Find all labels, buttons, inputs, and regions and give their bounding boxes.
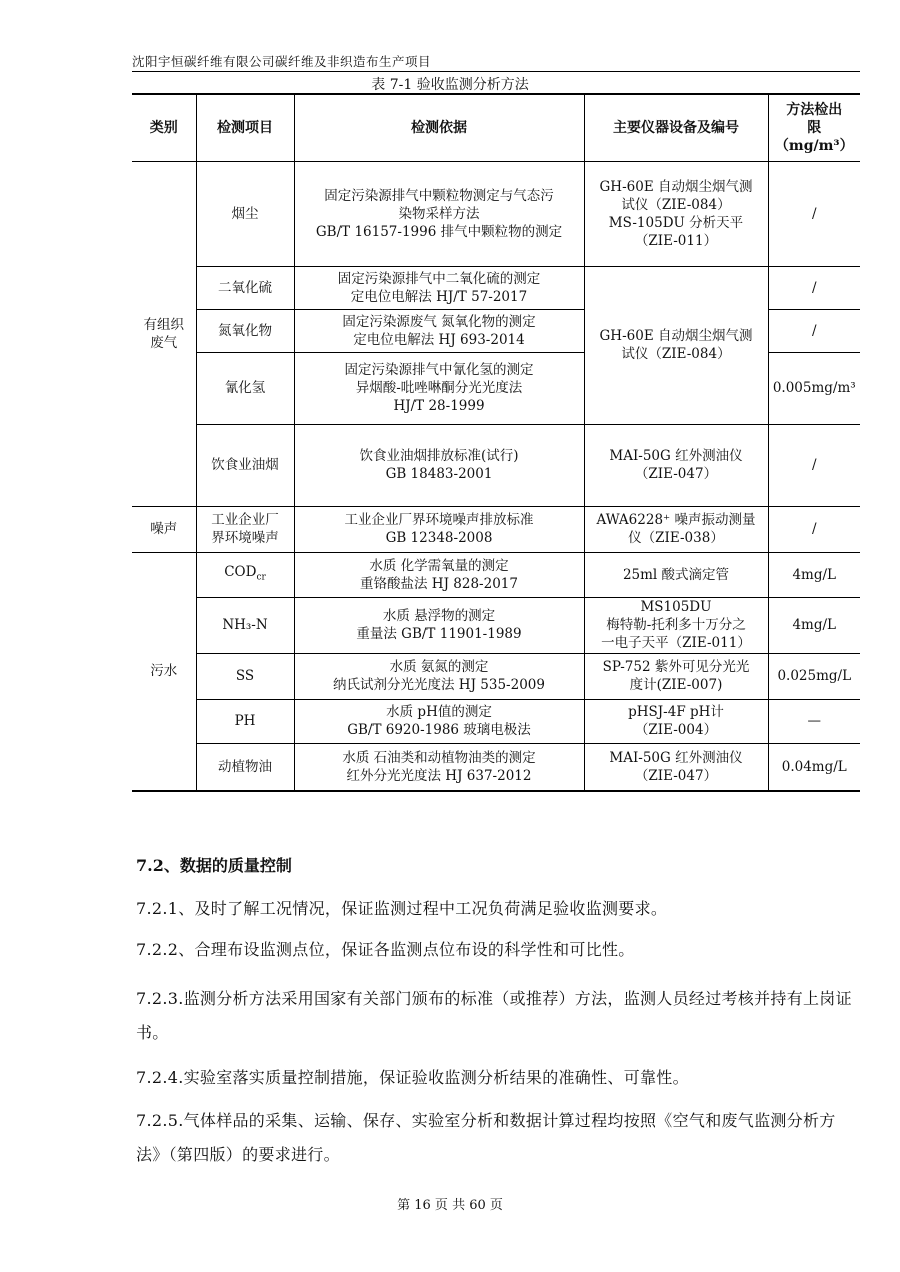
item-cell: 二氧化硫 xyxy=(196,266,294,309)
limit-cell: 0.005mg/m³ xyxy=(768,352,860,424)
basis-cell: 固定污染源排气中氰化氢的测定 异烟酸-吡唑啉酮分光光度法 HJ/T 28-1999 xyxy=(294,352,584,424)
basis-cell: 水质 pH值的测定 GB/T 6920-1986 玻璃电极法 xyxy=(294,699,584,743)
item-cell: 动植物油 xyxy=(196,743,294,791)
table-header-row xyxy=(132,94,860,161)
paragraph: 7.2.1、及时了解工况情况，保证监测过程中工况负荷满足验收监测要求。 xyxy=(136,899,668,918)
limit-cell: / xyxy=(768,424,860,506)
basis-cell: 固定污染源排气中颗粒物测定与气态污 染物采样方法 GB/T 16157-1996 排气中颗粒物的测定 xyxy=(294,161,584,266)
instrument-cell: MAI-50G 红外测油仪 （ZIE-047） xyxy=(584,424,768,506)
item-cell: 氮氧化物 xyxy=(196,309,294,352)
limit-cell: / xyxy=(768,161,860,266)
section-title: 7.2、数据的质量控制 xyxy=(136,856,292,875)
limit-cell: 4mg/L xyxy=(768,597,860,653)
paragraph: 7.2.4.实验室落实质量控制措施，保证验收监测分析结果的准确性、可靠性。 xyxy=(136,1068,689,1087)
limit-cell: / xyxy=(768,266,860,309)
basis-cell: 固定污染源排气中二氧化硫的测定 定电位电解法 HJ/T 57-2017 xyxy=(294,266,584,309)
method-table xyxy=(132,93,860,792)
limit-cell: 0.025mg/L xyxy=(768,653,860,699)
basis-cell: 水质 化学需氧量的测定 重铬酸盐法 HJ 828-2017 xyxy=(294,552,584,597)
instrument-cell: GH-60E 自动烟尘烟气测 试仪（ZIE-084） xyxy=(584,266,768,424)
item-cell: PH xyxy=(196,699,294,743)
table-caption: 表 7-1 验收监测分析方法 xyxy=(371,77,529,93)
instrument-cell: SP-752 紫外可见分光光 度计(ZIE-007) xyxy=(584,653,768,699)
header-basis: 检测依据 xyxy=(294,94,584,161)
basis-cell: 水质 石油类和动植物油类的测定 红外分光光度法 HJ 637-2012 xyxy=(294,743,584,791)
item-cell: SS xyxy=(196,653,294,699)
category-cell: 噪声 xyxy=(132,506,196,552)
limit-cell: 4mg/L xyxy=(768,552,860,597)
table-row xyxy=(132,653,860,699)
item-cell: 工业企业厂 界环境噪声 xyxy=(196,506,294,552)
limit-cell: — xyxy=(768,699,860,743)
item-cell xyxy=(196,552,294,597)
limit-cell: 0.04mg/L xyxy=(768,743,860,791)
basis-cell: 工业企业厂界环境噪声排放标准 GB 12348-2008 xyxy=(294,506,584,552)
table-row xyxy=(132,699,860,743)
table-row xyxy=(132,743,860,791)
instrument-cell: 25ml 酸式滴定管 xyxy=(584,552,768,597)
table-row xyxy=(132,597,860,653)
basis-cell: 水质 氨氮的测定 纳氏试剂分光光度法 HJ 535-2009 xyxy=(294,653,584,699)
header-rule xyxy=(132,71,860,72)
basis-cell: 固定污染源废气 氮氧化物的测定 定电位电解法 HJ 693-2014 xyxy=(294,309,584,352)
instrument-cell: AWA6228⁺ 噪声振动测量 仪（ZIE-038） xyxy=(584,506,768,552)
header-instrument: 主要仪器设备及编号 xyxy=(584,94,768,161)
item-cell: 饮食业油烟 xyxy=(196,424,294,506)
limit-cell: / xyxy=(768,309,860,352)
table-row xyxy=(132,424,860,506)
basis-cell: 饮食业油烟排放标准(试行) GB 18483-2001 xyxy=(294,424,584,506)
instrument-cell: GH-60E 自动烟尘烟气测 试仪（ZIE-084） MS-105DU 分析天平 （ZIE-011） xyxy=(584,161,768,266)
table-row xyxy=(132,552,860,597)
paragraph: 7.2.2、合理布设监测点位，保证各监测点位布设的科学性和可比性。 xyxy=(136,940,635,959)
item-cell: NH₃-N xyxy=(196,597,294,653)
instrument-cell: MS105DU 梅特勒-托利多十万分之 一电子天平（ZIE-011） xyxy=(584,597,768,653)
cod-label: COD xyxy=(224,563,257,580)
instrument-cell: MAI-50G 红外测油仪 （ZIE-047） xyxy=(584,743,768,791)
paragraph: 7.2.3.监测分析方法采用国家有关部门颁布的标准（或推荐）方法，监测人员经过考核并持有上岗证书。 xyxy=(136,989,852,1042)
page-header: 沈阳宇恒碳纤维有限公司碳纤维及非织造布生产项目 xyxy=(132,54,432,69)
header-category: 类别 xyxy=(132,94,196,161)
item-cell: 烟尘 xyxy=(196,161,294,266)
table-row xyxy=(132,161,860,266)
paragraph: 7.2.5.气体样品的采集、运输、保存、实验室分析和数据计算过程均按照《空气和废气监测分析方法》（第四版）的要求进行。 xyxy=(136,1111,836,1164)
category-cell: 污水 xyxy=(132,552,196,791)
basis-cell: 水质 悬浮物的测定 重量法 GB/T 11901-1989 xyxy=(294,597,584,653)
page-footer: 第 16 页 共 60 页 xyxy=(397,1198,503,1213)
instrument-cell: pHSJ-4F pH计 （ZIE-004） xyxy=(584,699,768,743)
header-item: 检测项目 xyxy=(196,94,294,161)
table-row xyxy=(132,266,860,309)
limit-cell: / xyxy=(768,506,860,552)
table-row xyxy=(132,506,860,552)
header-limit: 方法检出 限（mg/m³） xyxy=(768,94,860,161)
item-cell: 氰化氢 xyxy=(196,352,294,424)
category-cell: 有组织 废气 xyxy=(132,161,196,506)
cod-subscript: cr xyxy=(256,572,266,583)
